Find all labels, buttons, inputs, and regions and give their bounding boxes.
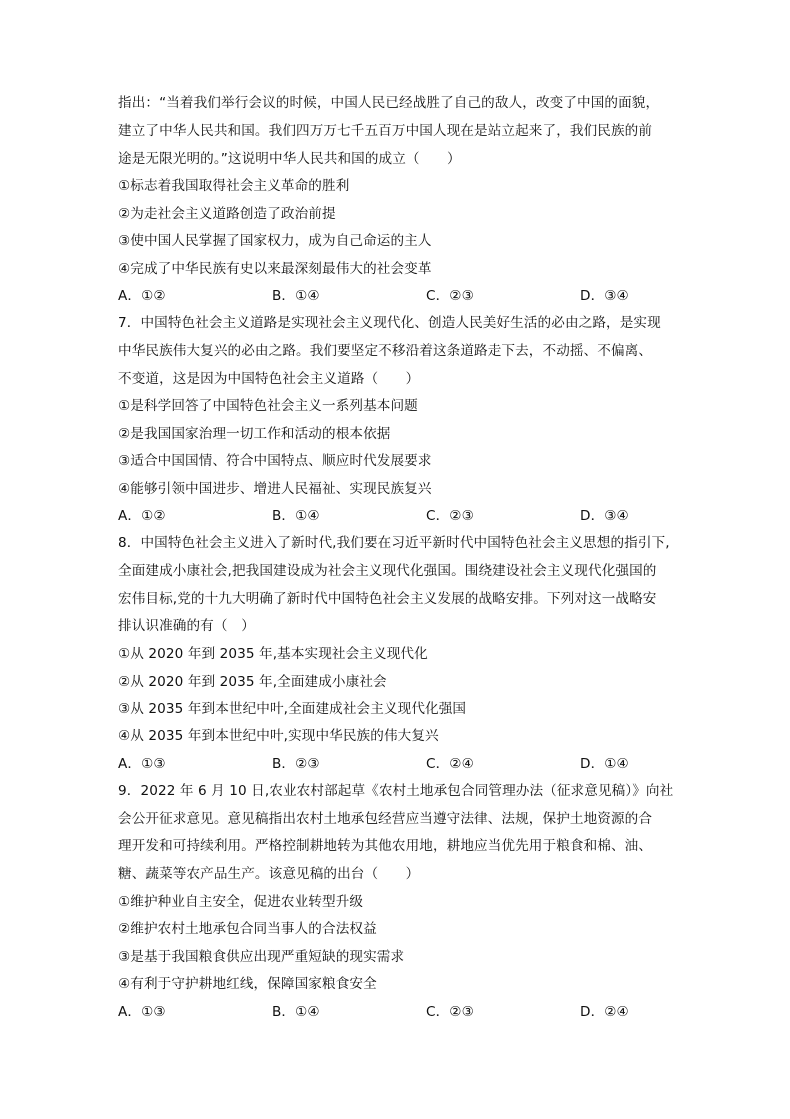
statement-item: ③使中国人民掌握了国家权力，成为自己命运的主人 <box>118 233 432 250</box>
statement-item: ④从 2035 年到本世纪中叶,实现中华民族的伟大复兴 <box>118 728 439 745</box>
choice-a: A．①② <box>118 508 166 525</box>
question-9 <box>118 778 678 1026</box>
choice-c: C．②③ <box>426 1003 474 1020</box>
question-stem-line: 7．中国特色社会主义道路是实现社会主义现代化、创造人民美好生活的必由之路，是实现 <box>118 315 661 332</box>
question-stem-line: 8．中国特色社会主义进入了新时代,我们要在习近平新时代中国特色社会主义思想的指引下, <box>118 535 670 552</box>
question-stem-line: 理开发和可持续利用。严格控制耕地转为其他农用地，耕地应当优先用于粮食和棉、油、 <box>118 838 653 855</box>
choice-b: B．①④ <box>272 508 320 525</box>
statement-item: ④能够引领中国进步、增进人民福祉、实现民族复兴 <box>118 480 432 497</box>
choice-d: D．③④ <box>580 508 629 525</box>
question-stem-line: 中华民族伟大复兴的必由之路。我们要坚定不移沿着这条道路走下去，不动摇、不偏离、 <box>118 342 653 359</box>
choice-a: A．①③ <box>118 1003 166 1020</box>
statement-item: ②维护农村土地承包合同当事人的合法权益 <box>118 921 377 938</box>
question-stem-line: 指出：“当着我们举行会议的时候，中国人民已经战胜了自己的敌人，改变了中国的面貌， <box>118 95 660 111</box>
question-stem-line: 全面建成小康社会,把我国建设成为社会主义现代化强国。围绕建设社会主义现代化强国的 <box>118 562 657 579</box>
choice-d: D．③④ <box>580 288 629 305</box>
choice-c: C．②③ <box>426 288 474 305</box>
statement-item: ③是基于我国粮食供应出现严重短缺的现实需求 <box>118 948 405 965</box>
statement-item: ①是科学回答了中国特色社会主义一系列基本问题 <box>118 398 418 415</box>
statement-item: ①从 2020 年到 2035 年,基本实现社会主义现代化 <box>118 646 428 663</box>
answer-choices <box>118 503 678 530</box>
question-7 <box>118 310 678 530</box>
statement-item: ②为走社会主义道路创造了政治前提 <box>118 205 336 222</box>
statement-item: ①标志着我国取得社会主义革命的胜利 <box>118 178 350 195</box>
choice-d: D．①④ <box>580 755 629 772</box>
statement-item: ④完成了中华民族有史以来最深刻最伟大的社会变革 <box>118 260 432 277</box>
exam-content <box>118 90 678 1026</box>
statement-item: ①维护种业自主安全，促进农业转型升级 <box>118 894 364 911</box>
statement-item: ②是我国国家治理一切工作和活动的根本依据 <box>118 425 391 442</box>
statement-item: ④有利于守护耕地红线，保障国家粮食安全 <box>118 976 377 993</box>
question-stem-line: 排认识准确的有（ ） <box>118 618 255 635</box>
choice-b: B．①④ <box>272 288 320 305</box>
choice-a: A．①③ <box>118 755 166 772</box>
question-stem-line: 会公开征求意见。意见稿指出农村土地承包经营应当遵守法律、法规，保护土地资源的合 <box>118 810 653 827</box>
choice-a: A．①② <box>118 288 166 305</box>
question-stem-line: 建立了中华人民共和国。我们四万万七千五百万中国人现在是站立起来了，我们民族的前 <box>118 122 653 139</box>
choice-b: B．②③ <box>272 755 320 772</box>
question-stem-line: 9．2022 年 6 月 10 日,农业农村部起草《农村土地承包合同管理办法（征求意见稿）》向社 <box>118 782 674 799</box>
question-stem-line: 宏伟目标,党的十九大明确了新时代中国特色社会主义发展的战略安排。下列对这一战略安 <box>118 590 657 607</box>
statement-item: ②从 2020 年到 2035 年,全面建成小康社会 <box>118 673 387 690</box>
choice-b: B．①④ <box>272 1003 320 1020</box>
question-stem-line: 不变道，这是因为中国特色社会主义道路（ ） <box>118 370 420 387</box>
question-stem-line: 糖、蔬菜等农产品生产。该意见稿的出台（ ） <box>118 866 420 883</box>
answer-choices <box>118 751 678 778</box>
answer-choices <box>118 999 678 1026</box>
answer-choices <box>118 283 678 310</box>
question-stem-line: 途是无限光明的。”这说明中华人民共和国的成立（ ） <box>118 150 461 167</box>
question-6 <box>118 90 678 310</box>
statement-item: ③从 2035 年到本世纪中叶,全面建成社会主义现代化强国 <box>118 701 467 718</box>
choice-c: C．②③ <box>426 508 474 525</box>
choice-d: D．②④ <box>580 1003 629 1020</box>
question-8 <box>118 530 678 778</box>
choice-c: C．②④ <box>426 755 474 772</box>
statement-item: ③适合中国国情、符合中国特点、顺应时代发展要求 <box>118 453 432 470</box>
